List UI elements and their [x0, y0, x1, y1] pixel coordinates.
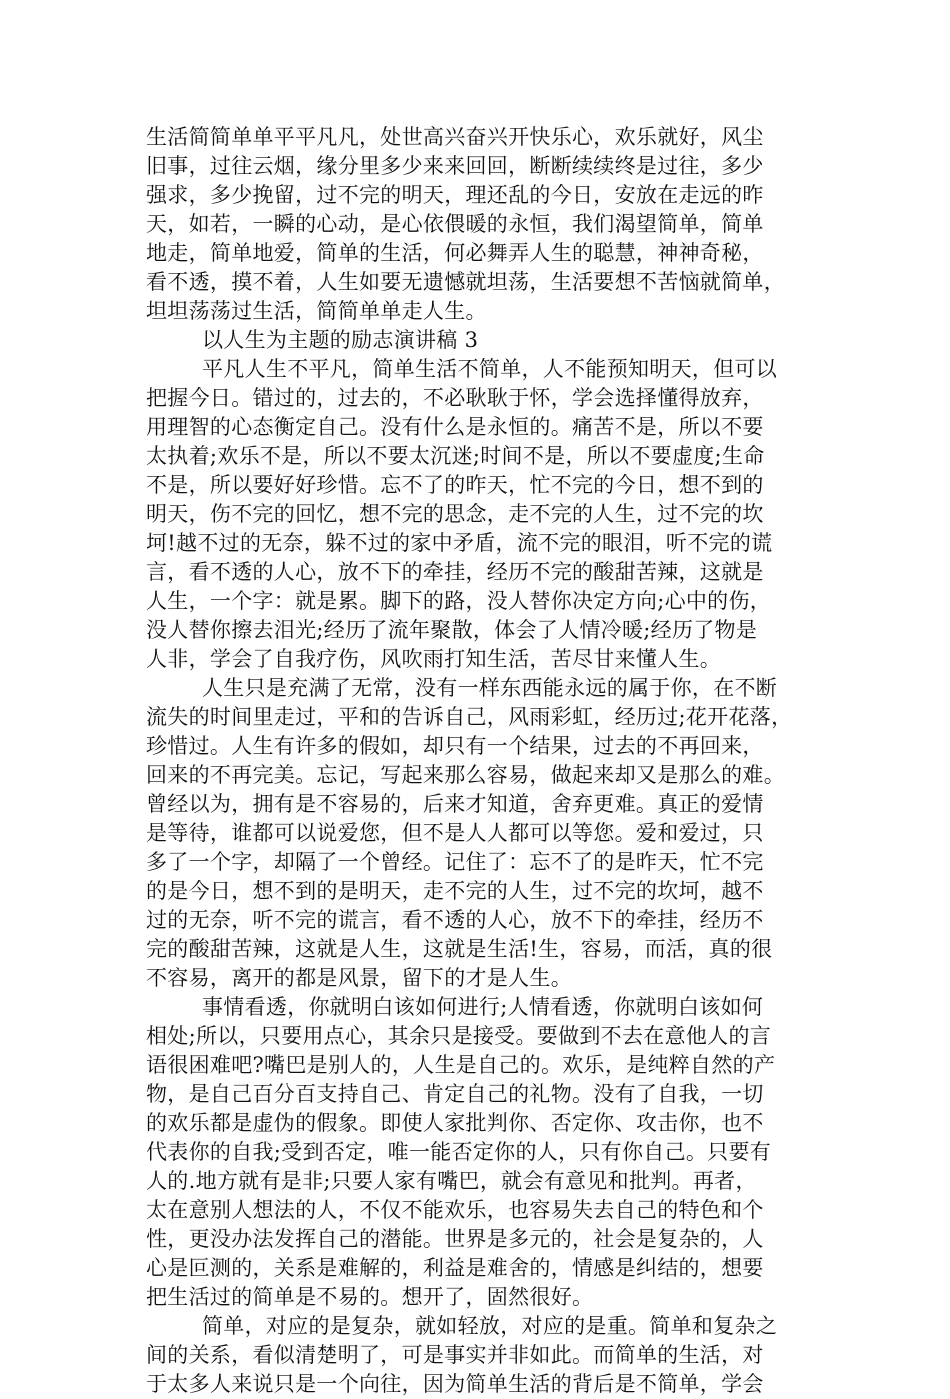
paragraph-5 — [146, 1312, 826, 1399]
paragraph-2-line: 不是，所以要好好珍惜。忘不了的昨天，忙不完的今日，想不到的 — [146, 473, 764, 497]
paragraph-4-line: 性，更没办法发挥自己的潜能。世界是多元的，社会是复杂的，人 — [146, 1227, 764, 1251]
paragraph-1-line: 看不透，摸不着，人生如要无遗憾就坦荡，生活要想不苦恼就简单， — [146, 270, 785, 294]
paragraph-1-line: 地走，简单地爱，简单的生活，何必舞弄人生的聪慧，神神奇秘， — [146, 241, 764, 265]
paragraph-3-line: 曾经以为，拥有是不容易的，后来才知道，舍弃更难。真正的爱情 — [146, 792, 764, 816]
paragraph-3-line: 是等待，谁都可以说爱您，但不是人人都可以等您。爱和爱过，只 — [146, 821, 764, 845]
paragraph-3-line: 珍惜过。人生有许多的假如，却只有一个结果，过去的不再回来， — [146, 734, 764, 758]
paragraph-5-line: 简单，对应的是复杂，就如轻放，对应的是重。简单和复杂之 — [202, 1314, 778, 1338]
paragraph-2-line: 坷!越不过的无奈，躲不过的家中矛盾，流不完的眼泪，听不完的谎 — [146, 531, 773, 555]
paragraph-2-line: 明天，伤不完的回忆，想不完的思念，走不完的人生，过不完的坎 — [146, 502, 764, 526]
paragraph-3-line: 回来的不再完美。忘记，写起来那么容易，做起来却又是那么的难。 — [146, 763, 785, 787]
paragraph-1-line: 生活简简单单平平凡凡，处世高兴奋兴开快乐心，欢乐就好，风尘 — [146, 125, 764, 149]
paragraph-2-line: 人生，一个字：就是累。脚下的路，没人替你决定方向;心中的伤， — [146, 589, 772, 613]
paragraph-4-line: 相处;所以，只要用点心，其余只是接受。要做到不去在意他人的言 — [146, 1024, 772, 1048]
paragraph-2-line: 用理智的心态衡定自己。没有什么是永恒的。痛苦不是，所以不要 — [146, 415, 764, 439]
paragraph-1-line: 旧事，过往云烟，缘分里多少来来回回，断断续续终是过往，多少 — [146, 154, 764, 178]
paragraph-4-line: 语很困难吧?嘴巴是别人的，人生是自己的。欢乐，是纯粹自然的产 — [146, 1053, 776, 1077]
paragraph-4-line: 代表你的自我;受到否定，唯一能否定你的人，只有你自己。只要有 — [146, 1140, 772, 1164]
paragraph-4-line: 物，是自己百分百支持自己、肯定自己的礼物。没有了自我，一切 — [146, 1082, 764, 1106]
paragraph-5-line: 于太多人来说只是一个向往，因为简单生活的背后是不简单，学会 — [146, 1372, 764, 1396]
paragraph-4-line: 人的.地方就有是非;只要人家有嘴巴，就会有意见和批判。再者， — [146, 1169, 757, 1193]
paragraph-2-line: 太执着;欢乐不是，所以不要太沉迷;时间不是，所以不要虚度;生命 — [146, 444, 765, 468]
paragraph-3-line: 的是今日，想不到的是明天，走不完的人生，过不完的坎坷，越不 — [146, 879, 764, 903]
section-title: 以人生为主题的励志演讲稿 3 — [202, 328, 479, 352]
paragraph-2-line: 没人替你擦去泪光;经历了流年聚散，体会了人情冷暖;经历了物是 — [146, 618, 758, 642]
paragraph-4-line: 把生活过的简单是不易的。想开了，固然很好。 — [146, 1285, 594, 1309]
paragraph-5-line: 间的关系，看似清楚明了，可是事实并非如此。而简单的生活，对 — [146, 1343, 764, 1367]
paragraph-4 — [146, 993, 826, 1312]
paragraph-2-line: 把握今日。错过的，过去的，不必耿耿于怀，学会选择懂得放弃， — [146, 386, 764, 410]
paragraph-3-line: 人生只是充满了无常，没有一样东西能永远的属于你，在不断 — [202, 676, 778, 700]
paragraph-3-line: 多了一个字，却隔了一个曾经。记住了：忘不了的是昨天，忙不完 — [146, 850, 764, 874]
paragraph-1-line: 强求，多少挽留，过不完的明天，理还乱的今日，安放在走远的昨 — [146, 183, 764, 207]
paragraph-2-line: 言，看不透的人心，放不下的牵挂，经历不完的酸甜苦辣，这就是 — [146, 560, 764, 584]
paragraph-3-line: 完的酸甜苦辣，这就是人生，这就是生活!生，容易，而活，真的很 — [146, 937, 773, 961]
paragraph-4-line: 事情看透，你就明白该如何进行;人情看透，你就明白该如何 — [202, 995, 764, 1019]
paragraph-3 — [146, 674, 826, 993]
paragraph-3-line: 过的无奈，听不完的谎言，看不透的人心，放不下的牵挂，经历不 — [146, 908, 764, 932]
paragraph-1-line: 坦坦荡荡过生活，简简单单走人生。 — [146, 299, 487, 323]
paragraph-4-line: 太在意别人想法的人，不仅不能欢乐，也容易失去自己的特色和个 — [146, 1198, 764, 1222]
paragraph-4-line: 的欢乐都是虚伪的假象。即使人家批判你、否定你、攻击你，也不 — [146, 1111, 764, 1135]
paragraph-2-line: 平凡人生不平凡，简单生活不简单，人不能预知明天，但可以 — [202, 357, 778, 381]
paragraph-2-line: 人非，学会了自我疗伤，风吹雨打知生活，苦尽甘来懂人生。 — [146, 647, 722, 671]
paragraph-3-line: 不容易，离开的都是风景，留下的才是人生。 — [146, 966, 572, 990]
paragraph-1 — [146, 123, 826, 674]
paragraph-4-line: 心是叵测的，关系是难解的，利益是难舍的，情感是纠结的，想要 — [146, 1256, 764, 1280]
paragraph-1-line: 天，如若，一瞬的心动，是心依偎暖的永恒，我们渴望简单，简单 — [146, 212, 764, 236]
paragraph-3-line: 流失的时间里走过，平和的告诉自己，风雨彩虹，经历过;花开花落， — [146, 705, 793, 729]
